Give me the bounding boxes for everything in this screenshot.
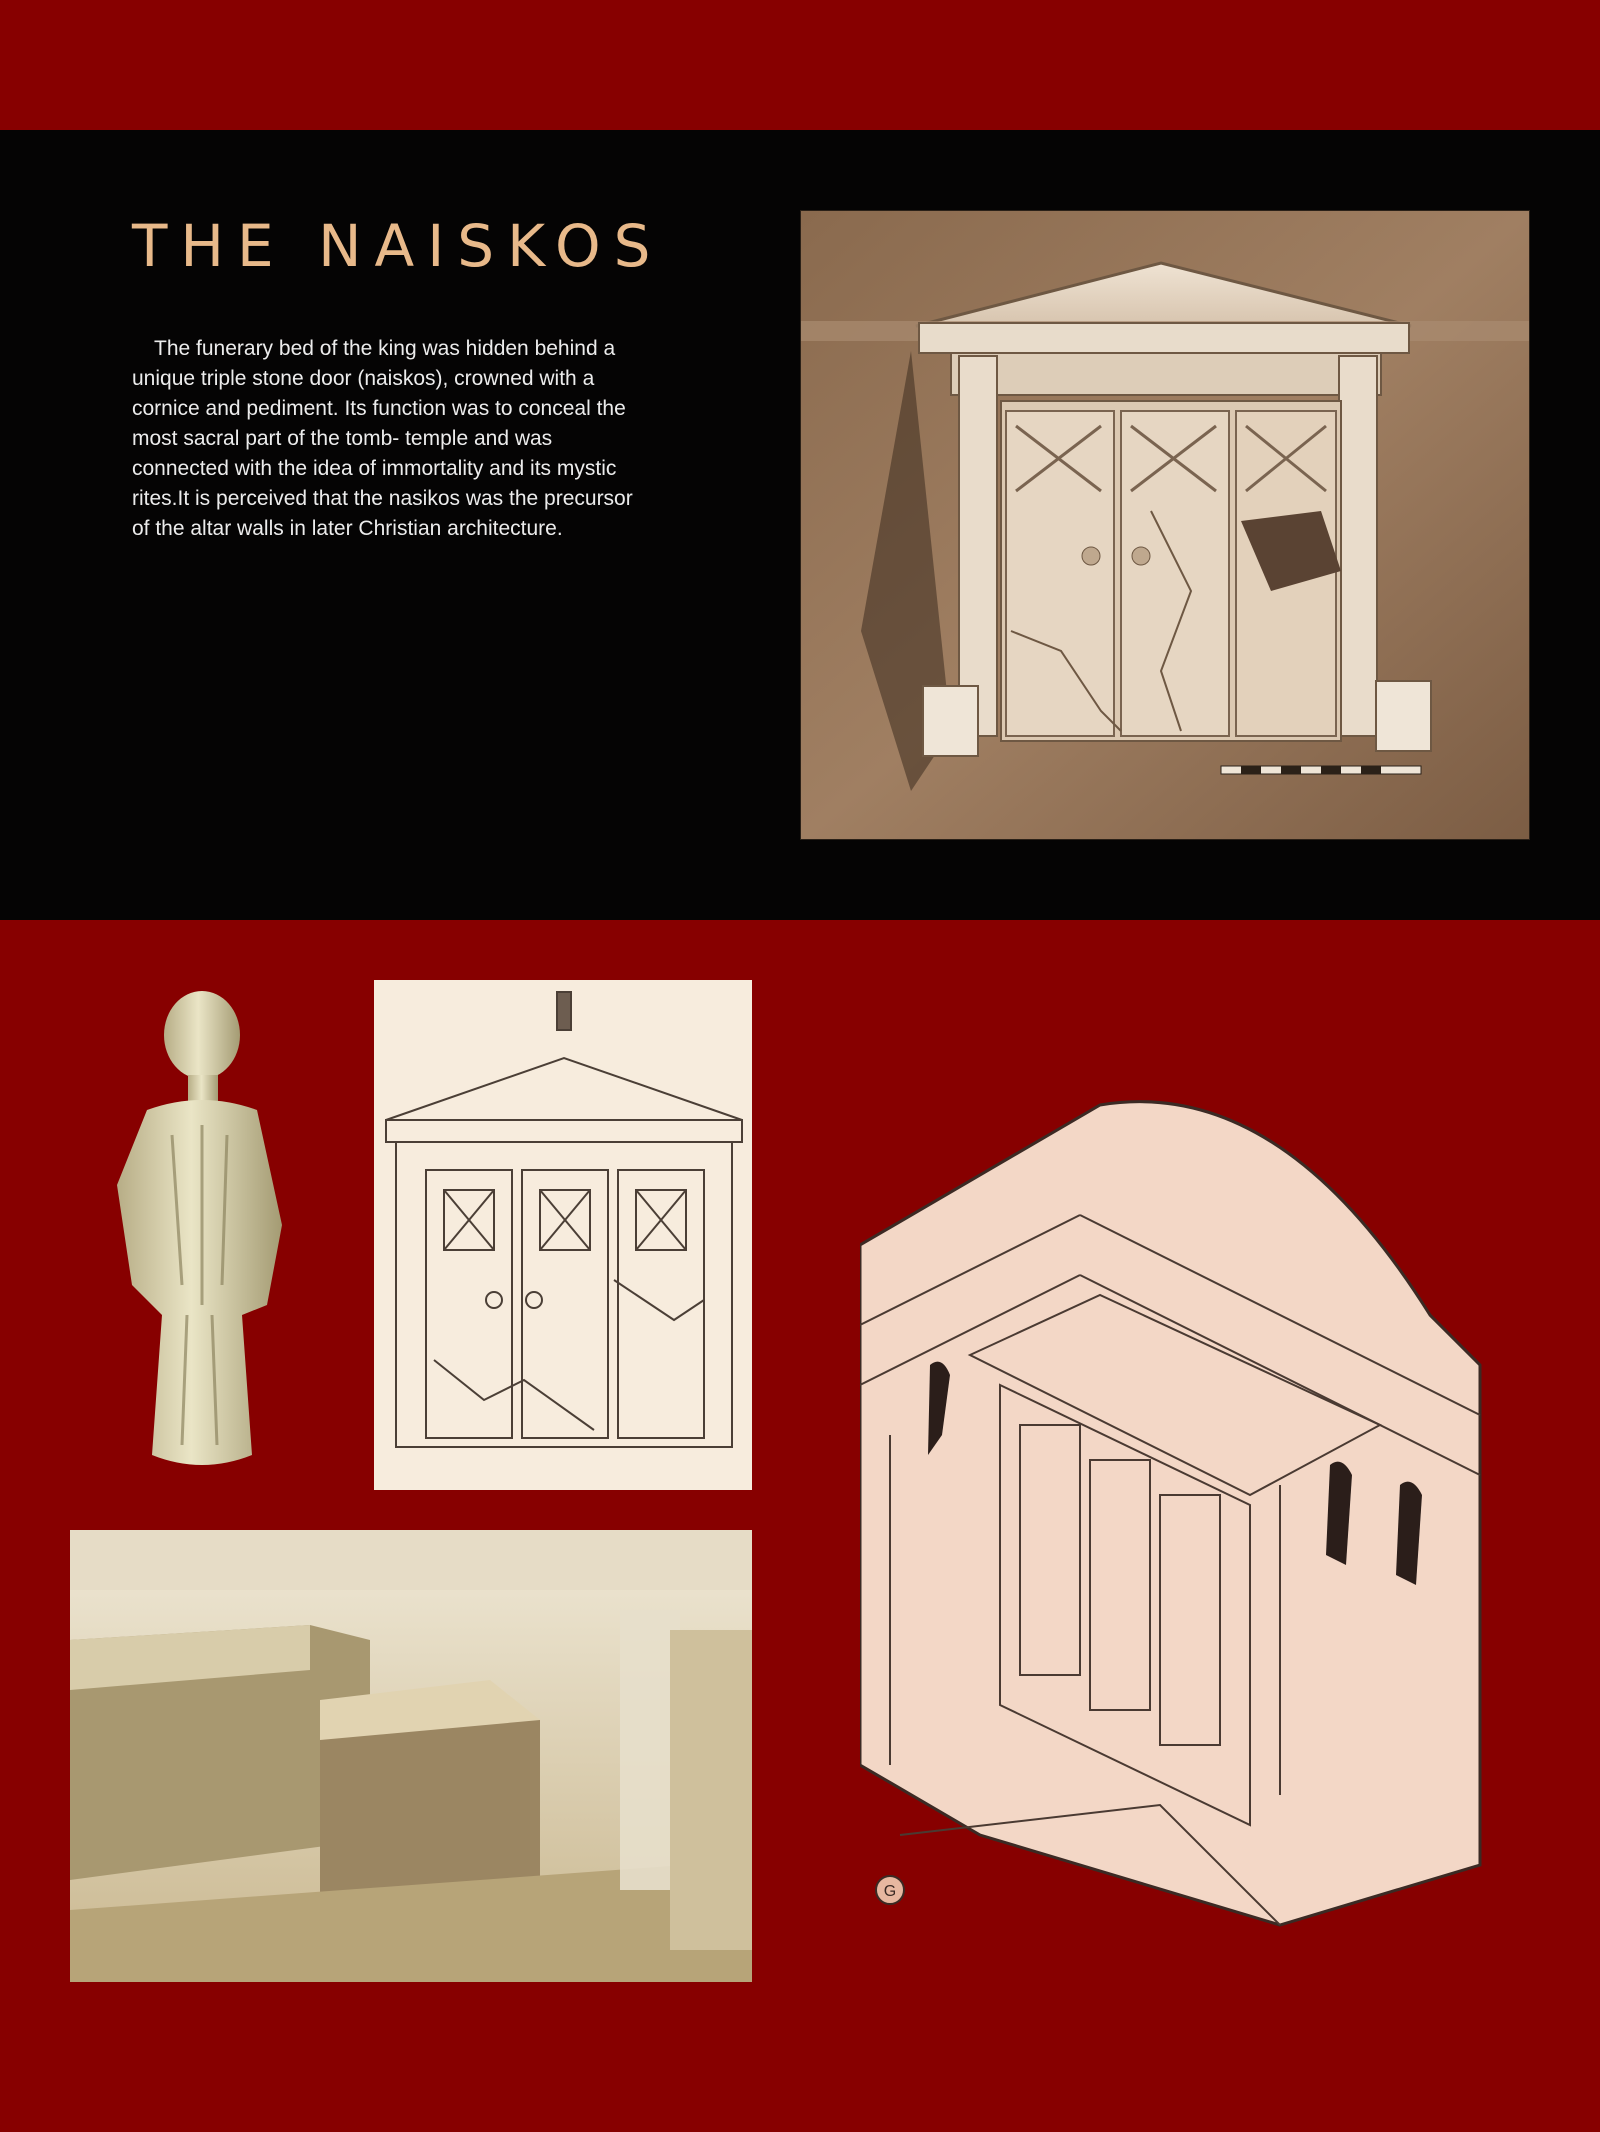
naiskos-front-drawing <box>374 980 752 1490</box>
naiskos-excavation-photo <box>800 210 1530 840</box>
axonometric-reconstruction-drawing <box>860 1065 1510 1935</box>
tomb-chamber-photo <box>70 1530 752 1982</box>
page-title: THE NAISKOS <box>132 212 664 280</box>
axonometric-mark: G <box>883 1883 897 1900</box>
description-paragraph: The funerary bed of the king was hidden behind a unique triple stone door (naiskos), crowned with a cornice and pediment. Its function was to conceal the most sacral part of the tomb- temple and was connected with the idea of immortality and its mystic rites.It is perceived that the nasikos was the precursor of the altar walls in later Christian architecture. <box>132 337 633 540</box>
female-statue-photo <box>92 985 302 1485</box>
